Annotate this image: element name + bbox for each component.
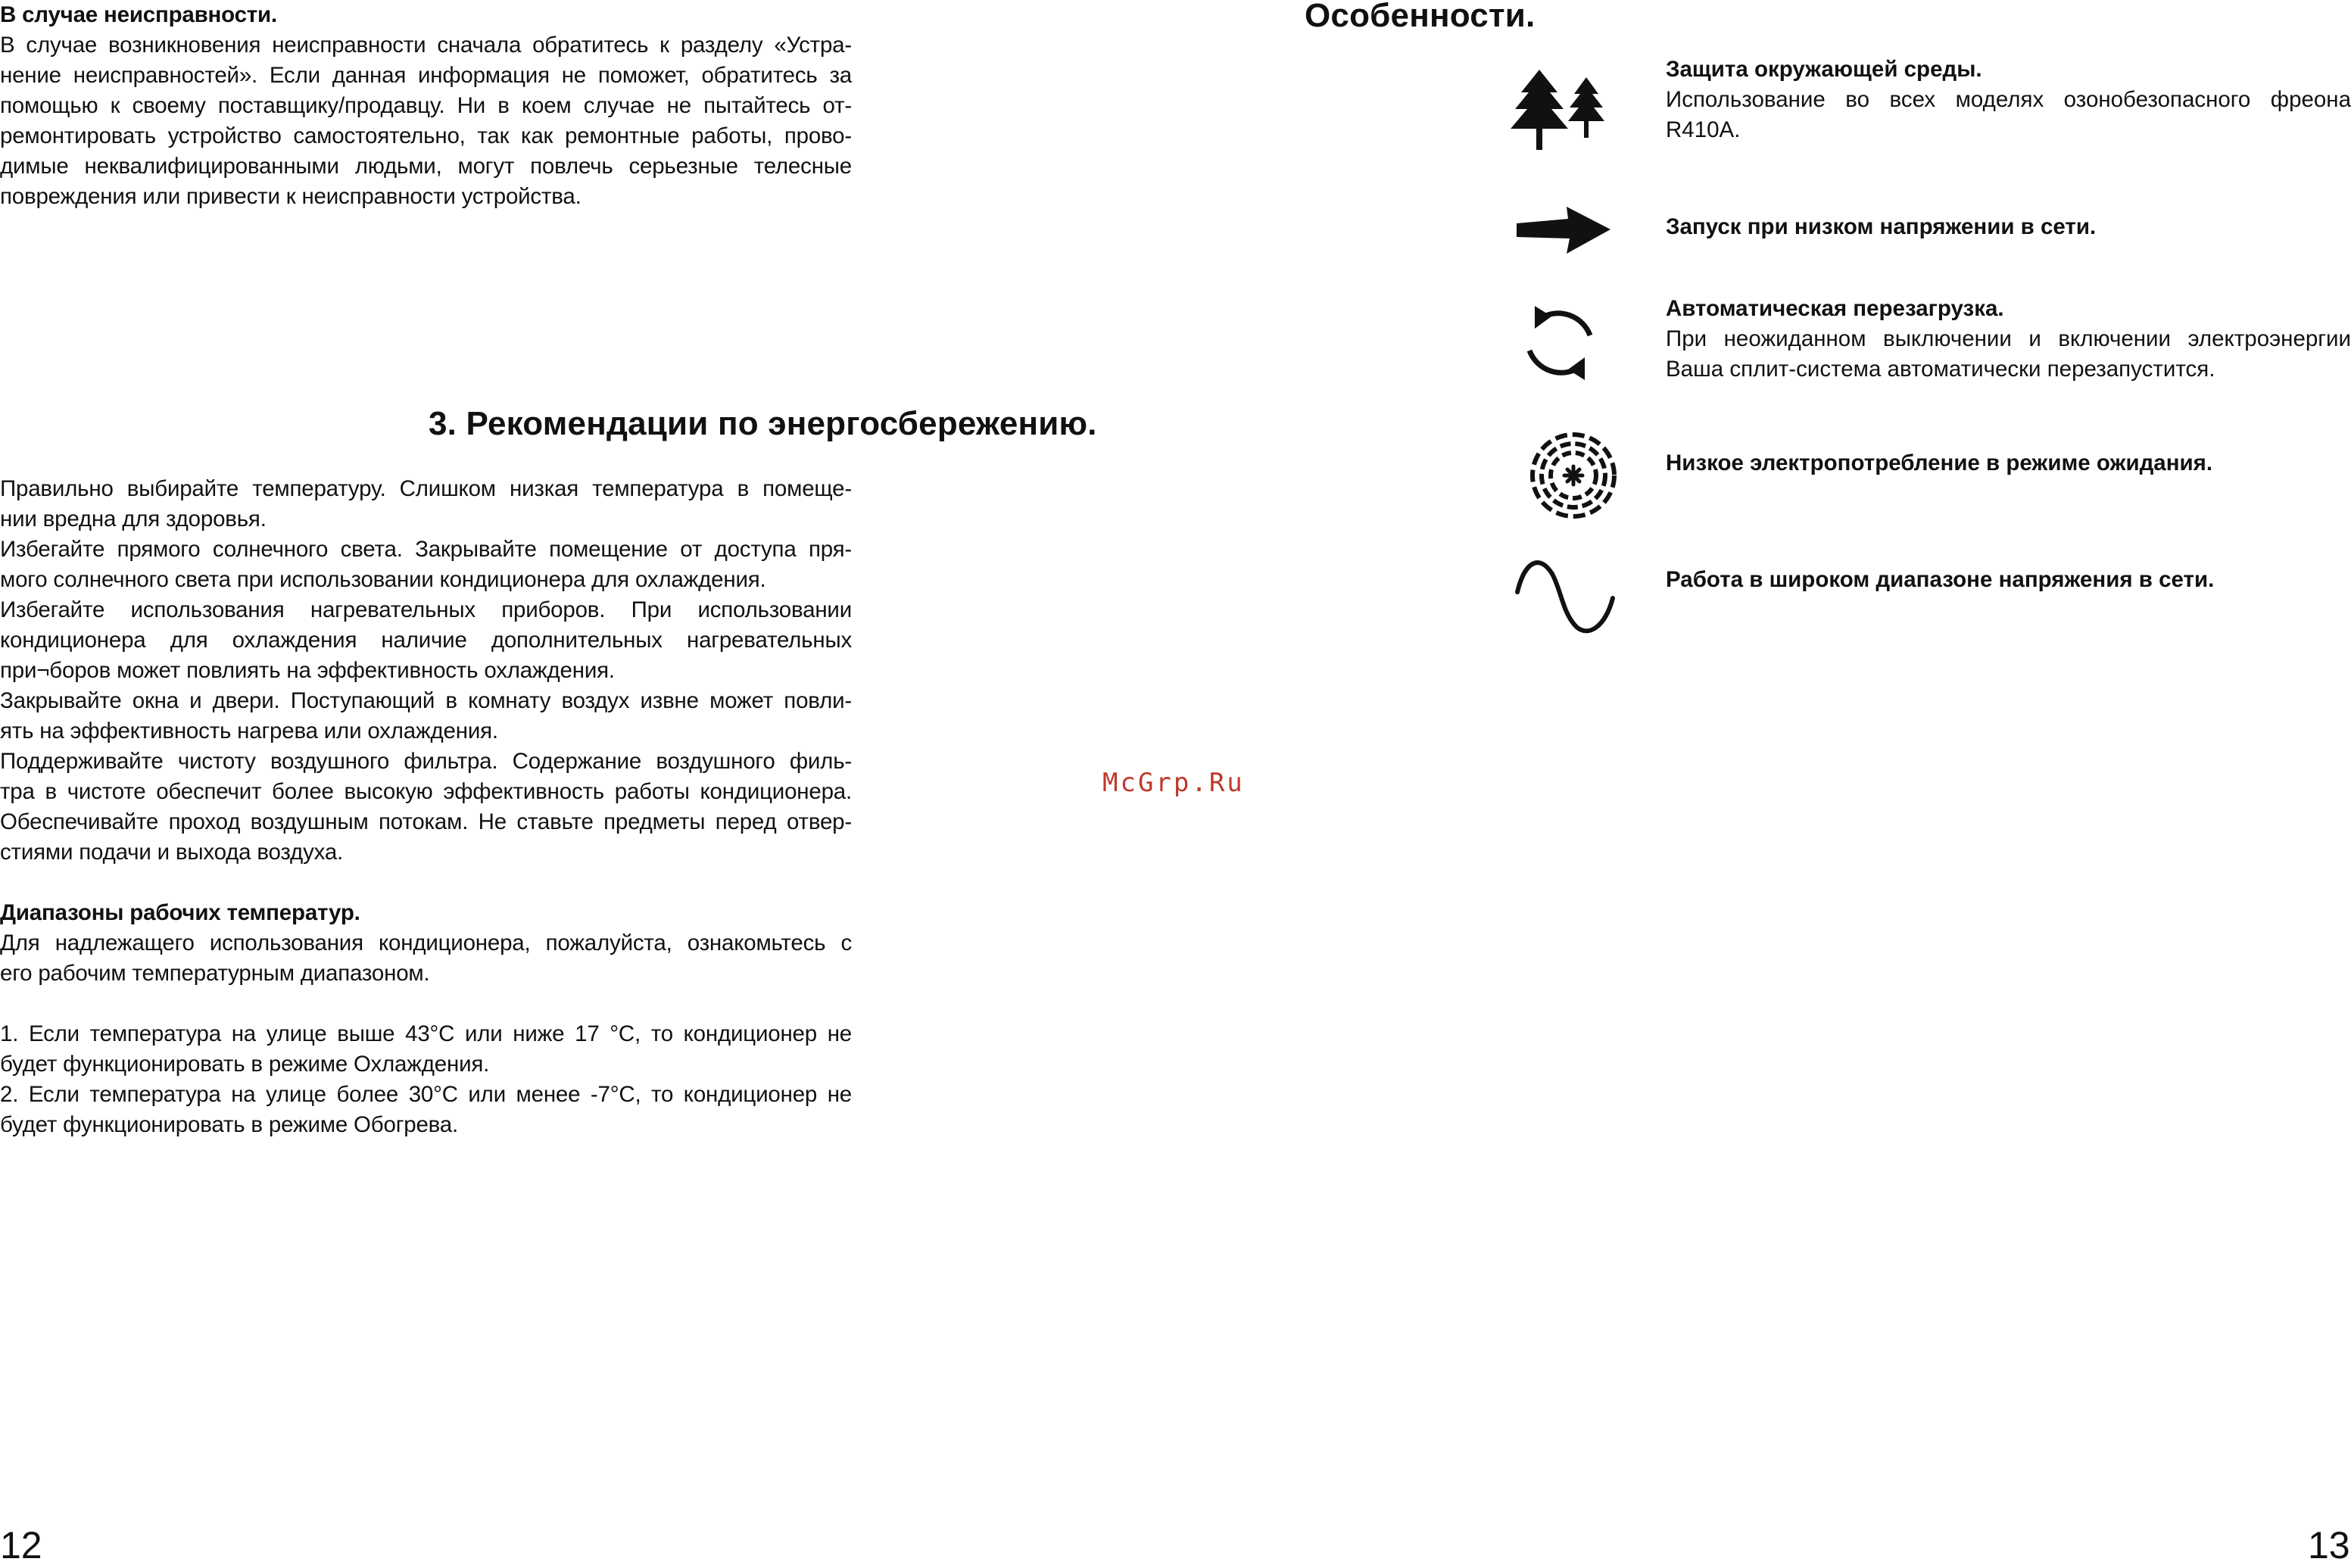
restart-icon	[1518, 301, 1601, 385]
feature-title: Работа в широком диапазоне напряжения в сети.	[1666, 567, 2215, 592]
text-line: стиями подачи и выхода воздуха.	[0, 840, 344, 865]
text-line: мого солнечного света при использовании кондиционера для охлаждения.	[0, 567, 766, 592]
text-line: помощью к своему поставщику/продавцу. Ни в коем случае не пытайтесь от-	[0, 93, 852, 118]
text-line: повреждения или привести к неисправности устройства.	[0, 184, 582, 209]
list-item: 2. Если температура на улице более 30°С или менее -7°С, то кондиционер не	[0, 1082, 852, 1107]
feature-text	[1666, 324, 2351, 385]
text-line: Избегайте прямого солнечного света. Закрывайте помещение от доступа пря-	[0, 537, 852, 562]
feature-title: Защита окружающей среды.	[1666, 57, 1982, 82]
text-line: при¬боров может повлиять на эффективность охлаждения.	[0, 658, 615, 683]
ranges-list	[0, 1019, 852, 1140]
text-line: R410A.	[1666, 117, 1741, 142]
text-line: Избегайте использования нагревательных приборов. При использовании	[0, 597, 852, 622]
arrow-icon	[1517, 207, 1610, 254]
ranges-intro	[0, 928, 852, 989]
text-line: Закрывайте окна и двери. Поступающий в комнату воздух извне может повли-	[0, 688, 852, 713]
list-item: 1. Если температура на улице выше 43°С или ниже 17 °С, то кондиционер не	[0, 1021, 852, 1046]
text-line: ремонтировать устройство самостоятельно, так как ремонтные работы, прово-	[0, 123, 852, 148]
text-line: димые неквалифицированными людьми, могут повлечь серьезные телесные	[0, 154, 852, 179]
section-heading: 3. Рекомендации по энергосбережению.	[429, 405, 1097, 442]
text-line: тра в чистоте обеспечит более высокую эффективность работы кондиционера.	[0, 779, 852, 804]
list-item: будет функционировать в режиме Обогрева.	[0, 1112, 459, 1137]
ranges-title: Диапазоны рабочих температур.	[0, 900, 360, 925]
text-line: Обеспечивайте проход воздушным потокам. Не ставьте предметы перед отвер-	[0, 809, 852, 834]
malfunction-title: В случае неисправности.	[0, 2, 277, 27]
trees-icon	[1511, 70, 1609, 150]
text-line: В случае возникновения неисправности сначала обратитесь к разделу «Устра-	[0, 33, 852, 58]
feature-title: Запуск при низком напряжении в сети.	[1666, 214, 2097, 239]
text-line: При неожиданном выключении и включении электроэнергии	[1666, 326, 2351, 351]
feature-title: Низкое электропотребление в режиме ожидания.	[1666, 450, 2213, 475]
text-line: Поддерживайте чистоту воздушного фильтра. Содержание воздушного филь-	[0, 749, 852, 774]
energy-saving-paragraph	[0, 474, 852, 868]
standby-icon	[1529, 432, 1617, 519]
feature-title: Автоматическая перезагрузка.	[1666, 296, 2004, 321]
text-line: кондиционера для охлаждения наличие дополнительных нагревательных	[0, 628, 852, 653]
page-number-left: 12	[0, 1524, 42, 1566]
text-line: Использование во всех моделях озонобезопасного фреона	[1666, 87, 2351, 112]
text-line: его рабочим температурным диапазоном.	[0, 961, 430, 986]
text-line: нии вредна для здоровья.	[0, 507, 267, 531]
list-item: будет функционировать в режиме Охлаждения.	[0, 1052, 490, 1077]
text-line: Правильно выбирайте температуру. Слишком низкая температура в помеще-	[0, 476, 852, 501]
watermark: McGrp.Ru	[1102, 768, 1245, 798]
sine-wave-icon	[1514, 553, 1616, 636]
text-line: нение неисправностей». Если данная информация не поможет, обратитесь за	[0, 63, 852, 88]
feature-text	[1666, 85, 2351, 145]
text-line: Для надлежащего использования кондиционера, пожалуйста, ознакомьтесь с	[0, 931, 852, 955]
page-number-right: 13	[2308, 1524, 2350, 1566]
features-heading: Особенности.	[1305, 0, 1536, 34]
malfunction-paragraph	[0, 30, 852, 212]
text-line: ять на эффективность нагрева или охлаждения.	[0, 719, 498, 743]
text-line: Ваша сплит-система автоматически перезапустится.	[1666, 357, 2215, 382]
